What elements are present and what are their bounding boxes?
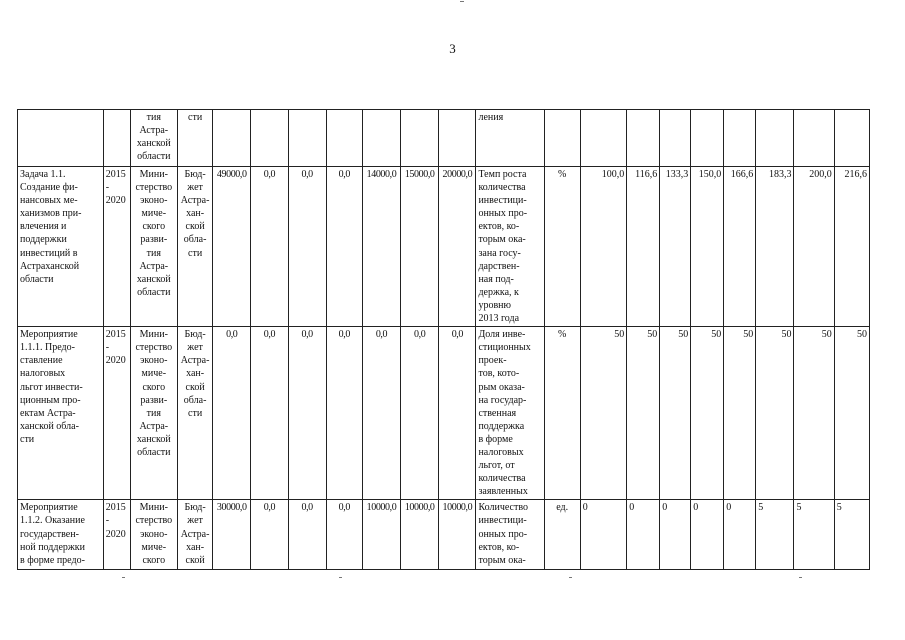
cell-amount: [326, 110, 362, 167]
cell-unit: %: [544, 327, 580, 500]
cell-value: 50: [724, 327, 756, 500]
cell-value: 0: [627, 500, 660, 570]
cell-amount: [362, 110, 400, 167]
cell-value: 50: [794, 327, 834, 500]
cell-amount: 20000,0: [439, 167, 476, 327]
cell-period: 2015 - 2020: [103, 167, 130, 327]
cell-amount: 30000,0: [213, 500, 251, 570]
cell-value: 133,3: [660, 167, 691, 327]
cell-amount: [213, 110, 251, 167]
cell-period: 2015 - 2020: [103, 327, 130, 500]
cell-value: 200,0: [794, 167, 834, 327]
cell-value: 5: [794, 500, 834, 570]
cell-value: 0: [580, 500, 626, 570]
cell-value: [691, 110, 724, 167]
cell-value: [660, 110, 691, 167]
cell-name: Мероприятие 1.1.1. Предо- ставление налоговых льгот инвести- ционным про- ектам Астра- ханской обла- сти: [18, 327, 104, 500]
scan-speck: [569, 577, 572, 578]
cell-source: Бюд- жет Астра- хан- ской обла- сти: [178, 167, 213, 327]
cell-amount: 49000,0: [213, 167, 251, 327]
scan-speck: [339, 577, 342, 578]
cell-amount: 0,0: [288, 327, 326, 500]
cell-amount: 0,0: [213, 327, 251, 500]
cell-name: Задача 1.1. Создание фи- нансовых ме- ханизмов при- влечения и поддержки инвестиций в Астраханской области: [18, 167, 104, 327]
cell-amount: 15000,0: [401, 167, 439, 327]
cell-value: 50: [834, 327, 869, 500]
cell-amount: 0,0: [326, 327, 362, 500]
cell-source: Бюд- жет Астра- хан- ской: [178, 500, 213, 570]
cell-value: 0: [691, 500, 724, 570]
cell-value: 0: [724, 500, 756, 570]
cell-name: [18, 110, 104, 167]
cell-period: [103, 110, 130, 167]
cell-unit: [544, 110, 580, 167]
cell-amount: [288, 110, 326, 167]
cell-amount: 14000,0: [362, 167, 400, 327]
cell-amount: 10000,0: [439, 500, 476, 570]
table-row: [18, 327, 870, 500]
cell-source: сти: [178, 110, 213, 167]
scan-speck: [460, 1, 464, 2]
scan-speck: [122, 577, 125, 578]
table-row: [18, 167, 870, 327]
scan-speck: [799, 577, 802, 578]
cell-value: [580, 110, 626, 167]
cell-amount: 0,0: [401, 327, 439, 500]
cell-unit: ед.: [544, 500, 580, 570]
cell-indicator: Количество инвестици- онных про- ектов, ко- торым ока-: [476, 500, 544, 570]
cell-value: 0: [660, 500, 691, 570]
cell-value: 166,6: [724, 167, 756, 327]
cell-amount: 0,0: [439, 327, 476, 500]
table-row: [18, 500, 870, 570]
cell-period: 2015 - 2020: [103, 500, 130, 570]
cell-amount: 0,0: [362, 327, 400, 500]
cell-amount: [439, 110, 476, 167]
cell-indicator: Доля инве- стиционных проек- тов, кото- рым оказа- на государ- ственная поддержка в форме налоговых льгот, от количества заявленных: [476, 327, 544, 500]
cell-amount: 0,0: [288, 500, 326, 570]
cell-value: 50: [627, 327, 660, 500]
cell-value: [794, 110, 834, 167]
cell-amount: 0,0: [288, 167, 326, 327]
cell-value: [756, 110, 794, 167]
cell-value: [834, 110, 869, 167]
cell-value: 100,0: [580, 167, 626, 327]
cell-amount: 0,0: [326, 167, 362, 327]
cell-name: Мероприятие 1.1.2. Оказание государствен- ной поддержки в форме предо-: [18, 500, 104, 570]
cell-indicator: ления: [476, 110, 544, 167]
table-row: [18, 110, 870, 167]
cell-value: 150,0: [691, 167, 724, 327]
cell-amount: 10000,0: [362, 500, 400, 570]
cell-executor: тия Астра- ханской области: [130, 110, 178, 167]
cell-amount: 0,0: [326, 500, 362, 570]
cell-amount: 0,0: [251, 327, 288, 500]
cell-source: Бюд- жет Астра- хан- ской обла- сти: [178, 327, 213, 500]
cell-amount: [401, 110, 439, 167]
cell-value: 50: [660, 327, 691, 500]
cell-value: [627, 110, 660, 167]
cell-value: 183,3: [756, 167, 794, 327]
cell-value: 50: [691, 327, 724, 500]
cell-executor: Мини- стерство эконо- миче- ского разви- тия Астра- ханской области: [130, 327, 178, 500]
page-number: 3: [449, 41, 456, 56]
cell-executor: Мини- стерство эконо- миче- ского разви- тия Астра- ханской области: [130, 167, 178, 327]
cell-amount: 0,0: [251, 167, 288, 327]
cell-unit: %: [544, 167, 580, 327]
cell-value: [724, 110, 756, 167]
cell-value: 50: [756, 327, 794, 500]
cell-amount: 10000,0: [401, 500, 439, 570]
cell-value: 116,6: [627, 167, 660, 327]
cell-executor: Мини- стерство эконо- миче- ского: [130, 500, 178, 570]
cell-value: 5: [834, 500, 869, 570]
cell-value: 216,6: [834, 167, 869, 327]
cell-amount: [251, 110, 288, 167]
program-table: [17, 109, 870, 570]
cell-value: 50: [580, 327, 626, 500]
cell-amount: 0,0: [251, 500, 288, 570]
cell-indicator: Темп роста количества инвестици- онных про- ектов, ко- торым ока- зана госу- дарствен- ная под- держка, к уровню 2013 года: [476, 167, 544, 327]
cell-value: 5: [756, 500, 794, 570]
